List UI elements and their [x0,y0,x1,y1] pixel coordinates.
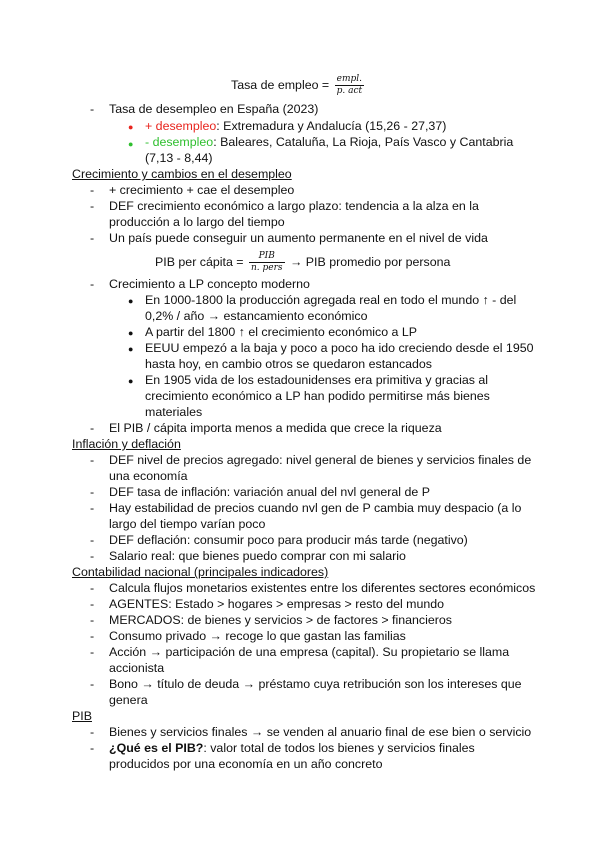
section-heading-contabilidad: Contabilidad nacional (principales indicadores) [72,565,329,579]
list-item [109,740,475,756]
fraction-pib [249,252,285,273]
list-item: MERCADOS: de bienes y servicios > de factores > financieros [109,613,452,627]
list-item-continuation: (7,13 - 8,44) [145,151,213,165]
formula-label: Tasa de empleo = [231,77,330,92]
red-bullet-icon: ● [128,122,134,132]
formula-pib-per-capita [155,252,450,273]
fraction-numerator: PIB [249,252,285,263]
list-item-continuation: genera [109,693,148,707]
list-item: EEUU empezó a la baja y poco a poco ha ido creciendo desde el 1950 [145,341,534,355]
list-item-continuation: una economía [109,469,188,483]
list-item-continuation: crecimiento económico a LP han podido permitirse más bienes [145,389,490,403]
list-item-continuation: producción a lo largo del tiempo [109,215,285,229]
bullet-icon: ● [128,296,134,306]
bullet-icon: ● [128,376,134,386]
list-item-continuation: largo del tiempo varían poco [109,517,266,531]
list-item: Tasa de desempleo en España (2023) [109,102,319,116]
list-item: En 1905 vida de los estadounidenses era primitiva y gracias al [145,373,489,387]
list-item-continuation: accionista [109,661,165,675]
list-item: DEF nivel de precios agregado: nivel general de bienes y servicios finales de [109,453,532,467]
dash-bullet: - [90,501,95,515]
plus-desempleo-label: + desempleo [145,119,217,133]
list-item: + crecimiento + cae el desempleo [109,183,295,197]
dash-bullet: - [90,102,95,116]
minus-desempleo-text: : Baleares, Cataluña, La Rioja, País Vasco y Cantabria [213,135,514,149]
dash-bullet: - [90,199,95,213]
question-answer: : valor total de todos los bienes y servicios finales [203,741,475,755]
dash-bullet: - [90,549,95,563]
dash-bullet: - [90,453,95,467]
dash-bullet: - [90,231,95,245]
list-item-continuation: producidos por una economía en un año concreto [109,757,383,771]
list-item: Bono → título de deuda → préstamo cuya retribución son los intereses que [109,677,522,691]
formula-tasa-empleo [231,75,366,96]
plus-desempleo-text: : Extremadura y Andalucía (15,26 - 27,37) [216,119,447,133]
list-item: El PIB / cápita importa menos a medida que crece la riqueza [109,421,442,435]
section-heading-crecimiento: Crecimiento y cambios en el desempleo [72,167,292,181]
dash-bullet: - [90,645,95,659]
list-item: Un país puede conseguir un aumento permanente en el nivel de vida [109,231,488,245]
list-item: En 1000-1800 la producción agregada real en todo el mundo ↑ - del [145,293,517,307]
green-bullet-icon: ● [128,139,134,149]
dash-bullet: - [90,277,95,291]
dash-bullet: - [90,677,95,691]
dash-bullet: - [90,533,95,547]
list-item: DEF deflación: consumir poco para producir más tarde (negativo) [109,533,468,547]
list-item-continuation: 0,2% / año → estancamiento económico [145,309,368,323]
bullet-icon: ● [128,328,134,338]
dash-bullet: - [90,421,95,435]
formula-tail: → PIB promedio por persona [289,254,451,269]
list-item: Salario real: que bienes puedo comprar con mi salario [109,549,406,563]
list-item: Bienes y servicios finales → se venden al anuario final de ese bien o servicio [109,725,532,739]
dash-bullet: - [90,485,95,499]
list-item: Calcula flujos monetarios existentes entre los diferentes sectores económicos [109,581,536,595]
dash-bullet: - [90,183,95,197]
minus-desempleo-label: - desempleo [145,135,214,149]
list-item: A partir del 1800 ↑ el crecimiento económico a LP [145,325,418,339]
list-item: Consumo privado → recoge lo que gastan las familias [109,629,406,643]
formula-label: PIB per cápita = [155,254,244,269]
fraction-denominator: n. pers [250,263,283,273]
list-item: AGENTES: Estado > hogares > empresas > resto del mundo [109,597,445,611]
dash-bullet: - [90,613,95,627]
list-item: Acción → participación de una empresa (capital). Su propietario se llama [109,645,510,659]
bold-question: ¿Qué es el PIB? [109,741,204,755]
dash-bullet: - [90,741,95,755]
list-item: DEF crecimiento económico a largo plazo: tendencia a la alza en la [109,199,479,213]
fraction-numerator: empl. [335,75,365,86]
fraction-denominator: p. act [336,86,363,96]
list-item [145,134,513,150]
dash-bullet: - [90,581,95,595]
fraction-empleo [335,75,365,96]
list-item-continuation: hasta hoy, en cambio otros se quedaron estancados [145,357,433,371]
list-item: Hay estabilidad de precios cuando nvl gen de P cambia muy despacio (a lo [109,501,522,515]
list-item: DEF tasa de inflación: variación anual del nvl general de P [109,485,430,499]
dash-bullet: - [90,725,95,739]
dash-bullet: - [90,597,95,611]
list-item [145,118,446,134]
list-item: Crecimiento a LP concepto moderno [109,277,310,291]
list-item-continuation: materiales [145,405,203,419]
dash-bullet: - [90,629,95,643]
section-heading-inflacion: Inflación y deflación [72,437,181,451]
bullet-icon: ● [128,344,134,354]
section-heading-pib: PIB [72,709,92,723]
